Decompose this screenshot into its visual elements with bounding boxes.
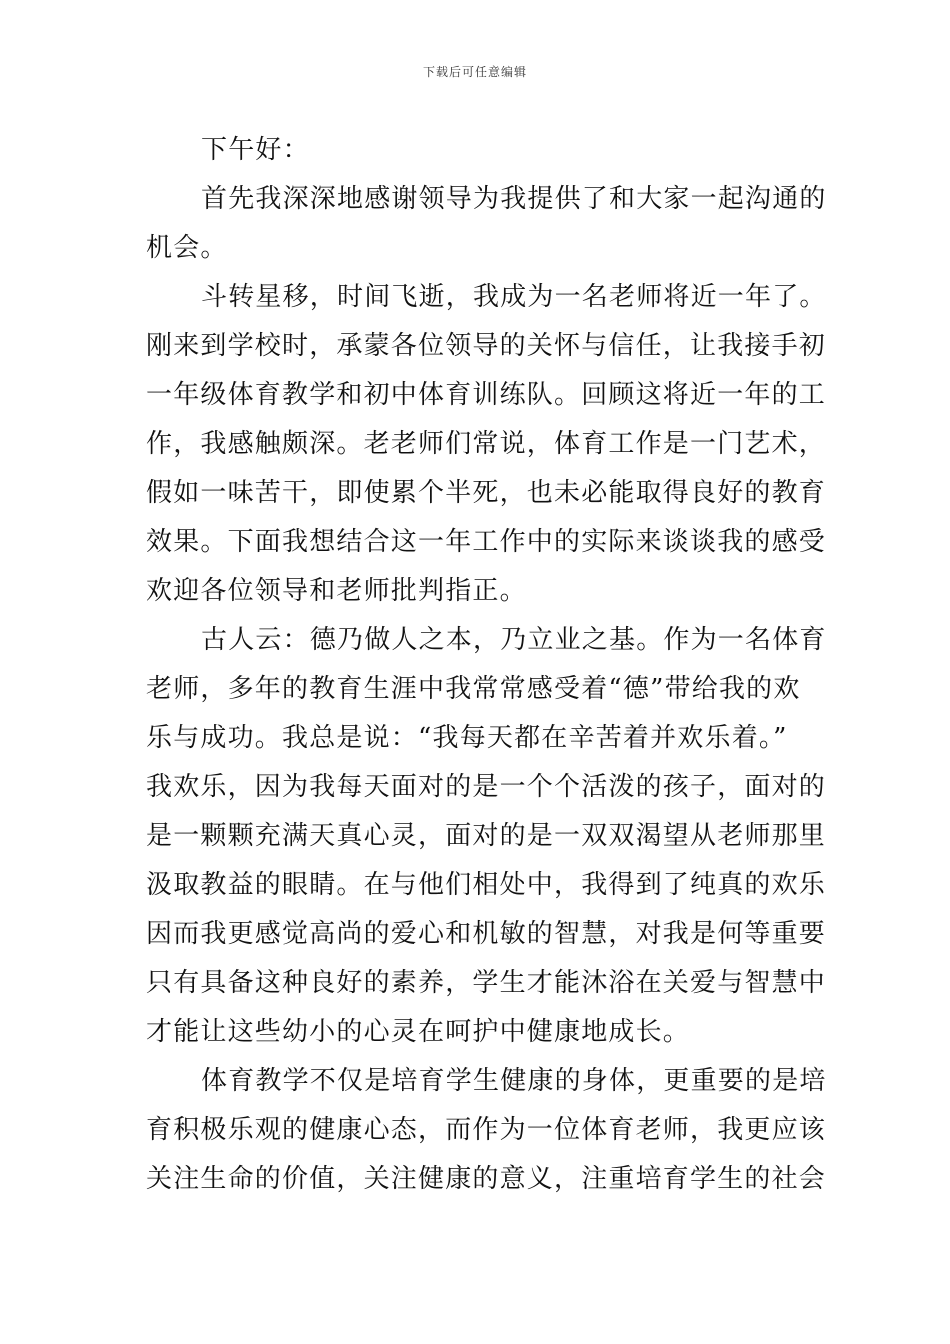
text-line: 首先我深深地感谢领导为我提供了和大家一起沟通的 bbox=[201, 184, 827, 214]
text-line: 只有具备这种良好的素养，学生才能沐浴在关爱与智慧中 bbox=[146, 968, 827, 998]
text-line: 效果。下面我想结合这一年工作中的实际来谈谈我的感受 bbox=[146, 527, 827, 557]
text-line: 乐与成功。我总是说：“我每天都在辛苦着并欢乐着。” bbox=[146, 723, 788, 753]
text-line: 刚来到学校时，承蒙各位领导的关怀与信任，让我接手初 bbox=[146, 331, 827, 361]
text-line: 下午好： bbox=[201, 135, 310, 165]
text-line: 汲取教益的眼睛。在与他们相处中，我得到了纯真的欢乐 bbox=[146, 870, 827, 900]
text-line: 体育教学不仅是培育学生健康的身体，更重要的是培 bbox=[201, 1066, 827, 1096]
text-line: 因而我更感觉高尚的爱心和机敏的智慧，对我是何等重要 bbox=[146, 919, 827, 949]
text-line: 关注生命的价值，关注健康的意义，注重培育学生的社会 bbox=[146, 1164, 827, 1194]
text-line: 假如一味苦干，即使累个半死，也未必能取得良好的教育 bbox=[146, 478, 827, 508]
text-line: 老师，多年的教育生涯中我常常感受着“德”带给我的欢 bbox=[146, 674, 801, 704]
document-body bbox=[146, 126, 827, 1204]
text-line: 斗转星移，时间飞逝，我成为一名老师将近一年了。 bbox=[201, 282, 827, 312]
text-line: 育积极乐观的健康心态，而作为一位体育老师，我更应该 bbox=[146, 1115, 827, 1145]
text-line: 欢迎各位领导和老师批判指正。 bbox=[146, 576, 527, 606]
text-line: 才能让这些幼小的心灵在呵护中健康地成长。 bbox=[146, 1017, 691, 1047]
text-line: 作，我感触颇深。老老师们常说，体育工作是一门艺术， bbox=[146, 429, 827, 459]
page-header: 下载后可任意编辑 bbox=[422, 65, 527, 79]
text-line: 一年级体育教学和初中体育训练队。回顾这将近一年的工 bbox=[146, 380, 827, 410]
text-line: 机会。 bbox=[146, 233, 228, 263]
text-line: 古人云：德乃做人之本，乃立业之基。作为一名体育 bbox=[201, 625, 827, 655]
text-line: 是一颗颗充满天真心灵，面对的是一双双渴望从老师那里 bbox=[146, 821, 827, 851]
text-line: 我欢乐，因为我每天面对的是一个个活泼的孩子，面对的 bbox=[146, 772, 827, 802]
